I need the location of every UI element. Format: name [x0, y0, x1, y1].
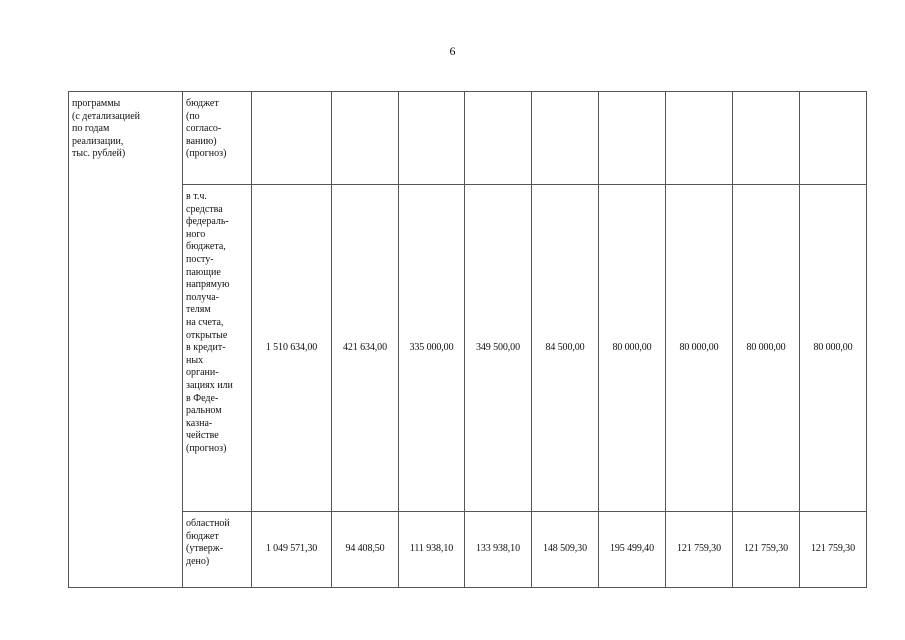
value-cell: 421 634,00 — [332, 185, 399, 512]
funding-source-line: ных — [186, 354, 204, 366]
funding-source-line: посту- — [186, 253, 214, 265]
funding-source-line: ванию) — [186, 135, 217, 147]
page-number: 6 — [449, 44, 456, 58]
value-cell: 80 000,00 — [733, 185, 800, 512]
value-cell: 133 938,10 — [465, 512, 532, 588]
funding-source-line: органи- — [186, 367, 219, 379]
funding-source-label-cell — [183, 185, 252, 512]
value-cell — [465, 92, 532, 185]
funding-source-line: в кредит- — [186, 342, 226, 354]
table-row — [69, 512, 867, 588]
funding-source-line: (прогноз) — [186, 442, 227, 454]
value-cell: 349 500,00 — [465, 185, 532, 512]
funding-source-line: получа- — [186, 291, 220, 303]
value-cell — [733, 92, 800, 185]
budget-table — [68, 91, 867, 588]
funding-source-line: областной — [186, 518, 230, 529]
funding-source-line: чействе — [186, 430, 219, 442]
funding-source-line: (утверж- — [186, 543, 224, 555]
funding-source-line: ного — [186, 228, 206, 240]
value-cell — [532, 92, 599, 185]
funding-source-line: (прогноз) — [186, 148, 227, 160]
value-cell: 1 510 634,00 — [252, 185, 332, 512]
value-cell: 84 500,00 — [532, 185, 599, 512]
funding-source-line: бюджет — [186, 530, 219, 542]
funding-source-line: открытые — [186, 329, 228, 341]
table-row — [69, 92, 867, 185]
funding-source-line: на счета, — [186, 316, 224, 328]
funding-source-line: казна- — [186, 417, 213, 429]
funding-source-line: ральном — [186, 405, 222, 417]
funding-source-line: федераль- — [186, 216, 229, 228]
funding-source-line: бюджета, — [186, 241, 226, 253]
value-cell: 335 000,00 — [399, 185, 465, 512]
funding-source-line: в Феде- — [186, 392, 219, 404]
funding-source-line: в т.ч. — [186, 191, 207, 202]
value-cell — [252, 92, 332, 185]
funding-source-line: (по — [186, 110, 200, 122]
funding-source-line: согласо- — [186, 123, 222, 135]
funding-source-label-cell — [183, 512, 252, 588]
value-cell: 80 000,00 — [800, 185, 867, 512]
value-cell — [599, 92, 666, 185]
value-cell — [800, 92, 867, 185]
row-header-line: программы — [72, 98, 121, 109]
value-cell: 111 938,10 — [399, 512, 465, 588]
value-cell — [399, 92, 465, 185]
funding-source-line: пающие — [186, 266, 221, 278]
value-cell — [666, 92, 733, 185]
value-cell: 121 759,30 — [800, 512, 867, 588]
funding-source-line: напрямую — [186, 279, 230, 291]
program-funding-header-cell — [69, 92, 183, 588]
value-cell: 80 000,00 — [599, 185, 666, 512]
funding-source-label-cell — [183, 92, 252, 185]
funding-source-line: зациях или — [186, 379, 233, 391]
value-cell — [332, 92, 399, 185]
table-row — [69, 185, 867, 512]
funding-source-line: средства — [186, 203, 223, 215]
value-cell: 195 499,40 — [599, 512, 666, 588]
funding-source-line: дено) — [186, 555, 210, 567]
value-cell: 80 000,00 — [666, 185, 733, 512]
row-header-line: реализации, — [72, 135, 124, 147]
funding-source-line: бюджет — [186, 98, 219, 109]
value-cell: 121 759,30 — [666, 512, 733, 588]
value-cell: 1 049 571,30 — [252, 512, 332, 588]
row-header-line: (с детализацией — [72, 110, 141, 122]
funding-source-line: телям — [186, 304, 211, 316]
row-header-line: тыс. рублей) — [72, 148, 126, 160]
row-header-line: по годам — [72, 123, 110, 135]
value-cell: 94 408,50 — [332, 512, 399, 588]
value-cell: 148 509,30 — [532, 512, 599, 588]
value-cell: 121 759,30 — [733, 512, 800, 588]
